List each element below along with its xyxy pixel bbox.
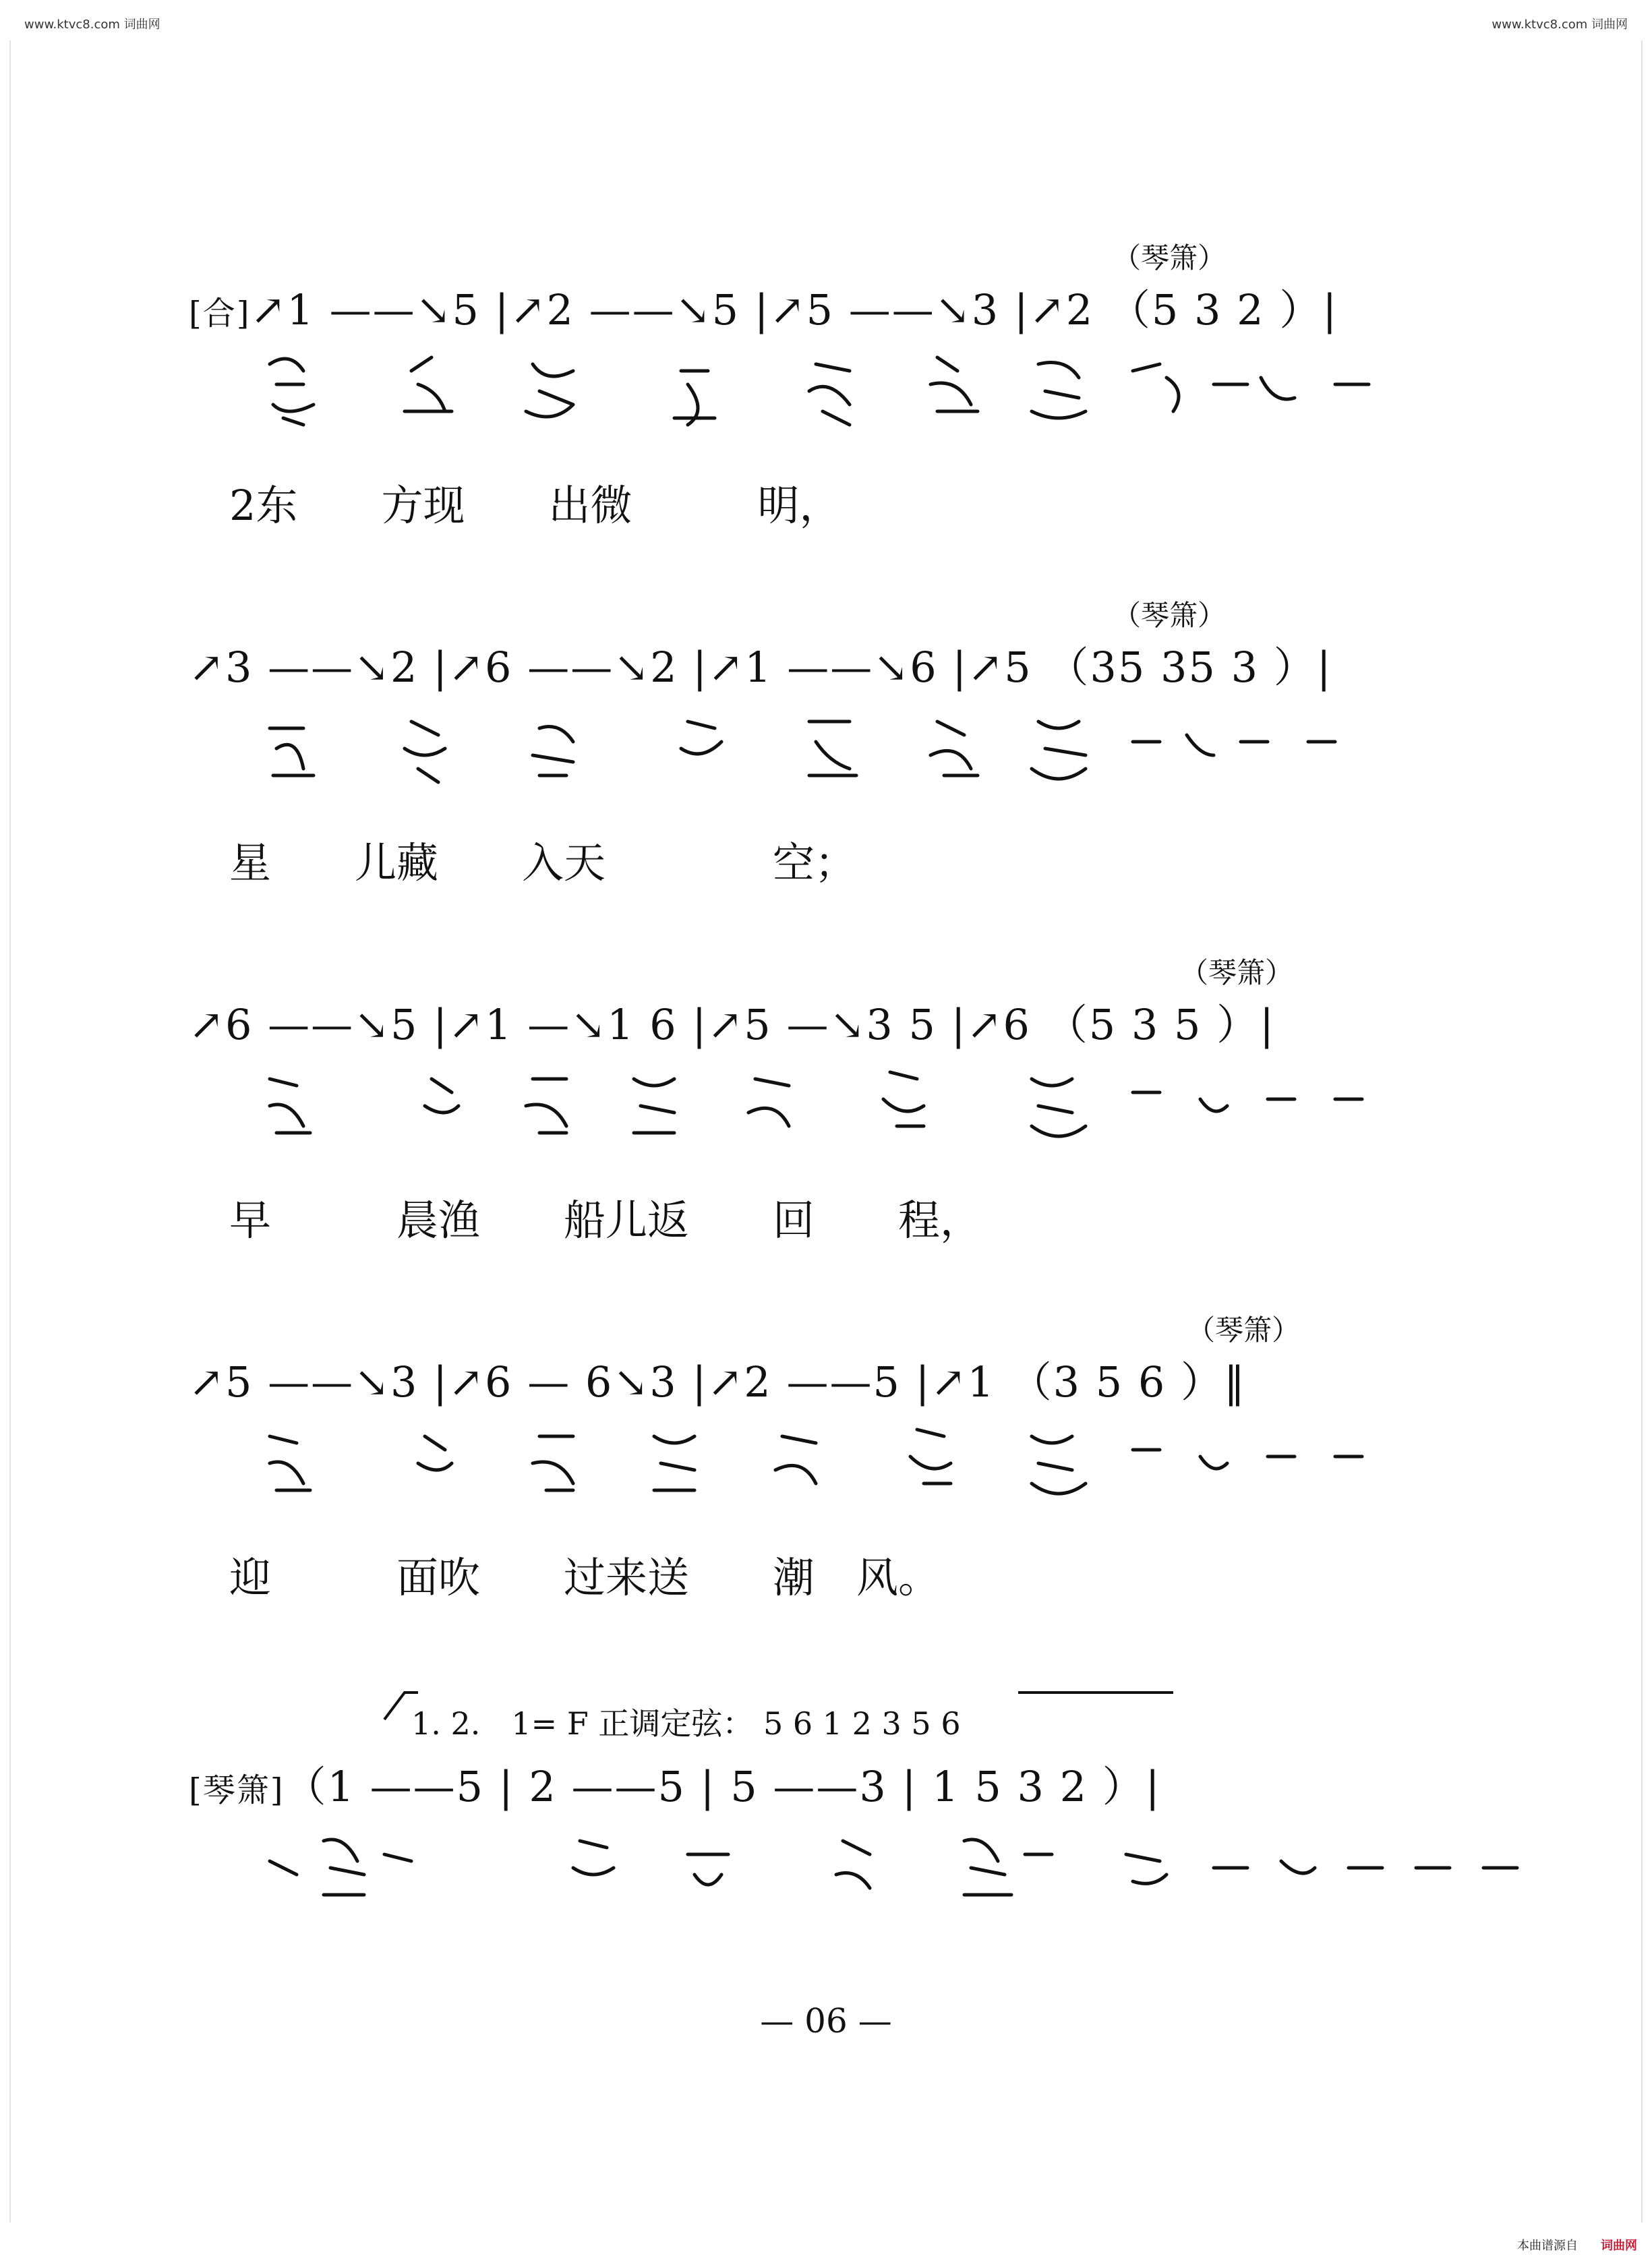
jianpu-line [189, 1753, 1161, 1813]
lyrics-line: 早 晨渔 船儿返 回 程， [229, 1196, 982, 1245]
score-system [182, 937, 1463, 1295]
score-system [182, 1295, 1463, 1652]
jianpu-line [189, 1349, 1246, 1409]
right-margin-line [1641, 40, 1643, 2223]
site-watermark-left: www.ktvc8.com 词曲网 [24, 18, 160, 32]
gongche-tablature [256, 1052, 1571, 1153]
jianpu-notes: ↗3 ——↘2 |↗6 ——↘2 |↗1 ——↘6 |↗5 （35 35 3 ）| [189, 643, 1332, 692]
jianpu-line [189, 991, 1275, 1051]
gongche-tablature [256, 337, 1571, 438]
jianpu-notes: ↗5 ——↘3 |↗6 — 6↘3 |↗2 ——5 |↗1 （3 5 6 ）‖ [189, 1357, 1247, 1407]
gongche-tablature [256, 1814, 1571, 1915]
score-system [182, 223, 1463, 580]
jianpu-notes: ↗1 ——↘5 |↗2 ——↘5 |↗5 ——↘3 |↗2 （5 3 2 ）| [250, 285, 1338, 334]
instrument-annotation: （琴箫） [1187, 1314, 1301, 1347]
page-number: — 06 — [760, 2001, 892, 2040]
section-label: [琴箫] [189, 1771, 285, 1809]
lyrics-line: 星 儿藏 入天 空； [229, 838, 857, 887]
left-margin-line [9, 40, 11, 2223]
jianpu-line [189, 634, 1332, 694]
score [182, 223, 1463, 1652]
instrument-annotation: （琴箫） [1113, 241, 1227, 274]
footer-logo: 词曲网 [1601, 2239, 1637, 2253]
instrument-annotation: （琴箫） [1113, 599, 1227, 632]
jianpu-line [189, 276, 1338, 336]
section-label: [合] [189, 295, 251, 332]
gongche-tablature [256, 1409, 1571, 1510]
lyrics-line: 2东 方现 出微 明， [229, 481, 842, 530]
score-system [182, 580, 1463, 937]
footer-source-text: 本曲谱源自 [1517, 2239, 1578, 2253]
gongche-tablature [256, 695, 1571, 796]
site-watermark-right: www.ktvc8.com 词曲网 [1492, 18, 1628, 32]
score-system-instrumental [182, 1726, 1463, 1969]
tuning-instruction: 1. 2. 1= F 正调定弦： 5 6 1 2 3 5 6 [411, 1705, 961, 1742]
jianpu-notes: （1 ——5 | 2 ——5 | 5 ——3 | 1 5 3 2 ）| [284, 1762, 1161, 1811]
jianpu-notes: ↗6 ——↘5 |↗1 —↘1 6 |↗5 —↘3 5 |↗6 （5 3 5 ）| [189, 1000, 1276, 1049]
lyrics-line: 迎 面吹 过来送 潮 风。 [229, 1553, 941, 1602]
instrument-annotation: （琴箫） [1180, 956, 1294, 989]
